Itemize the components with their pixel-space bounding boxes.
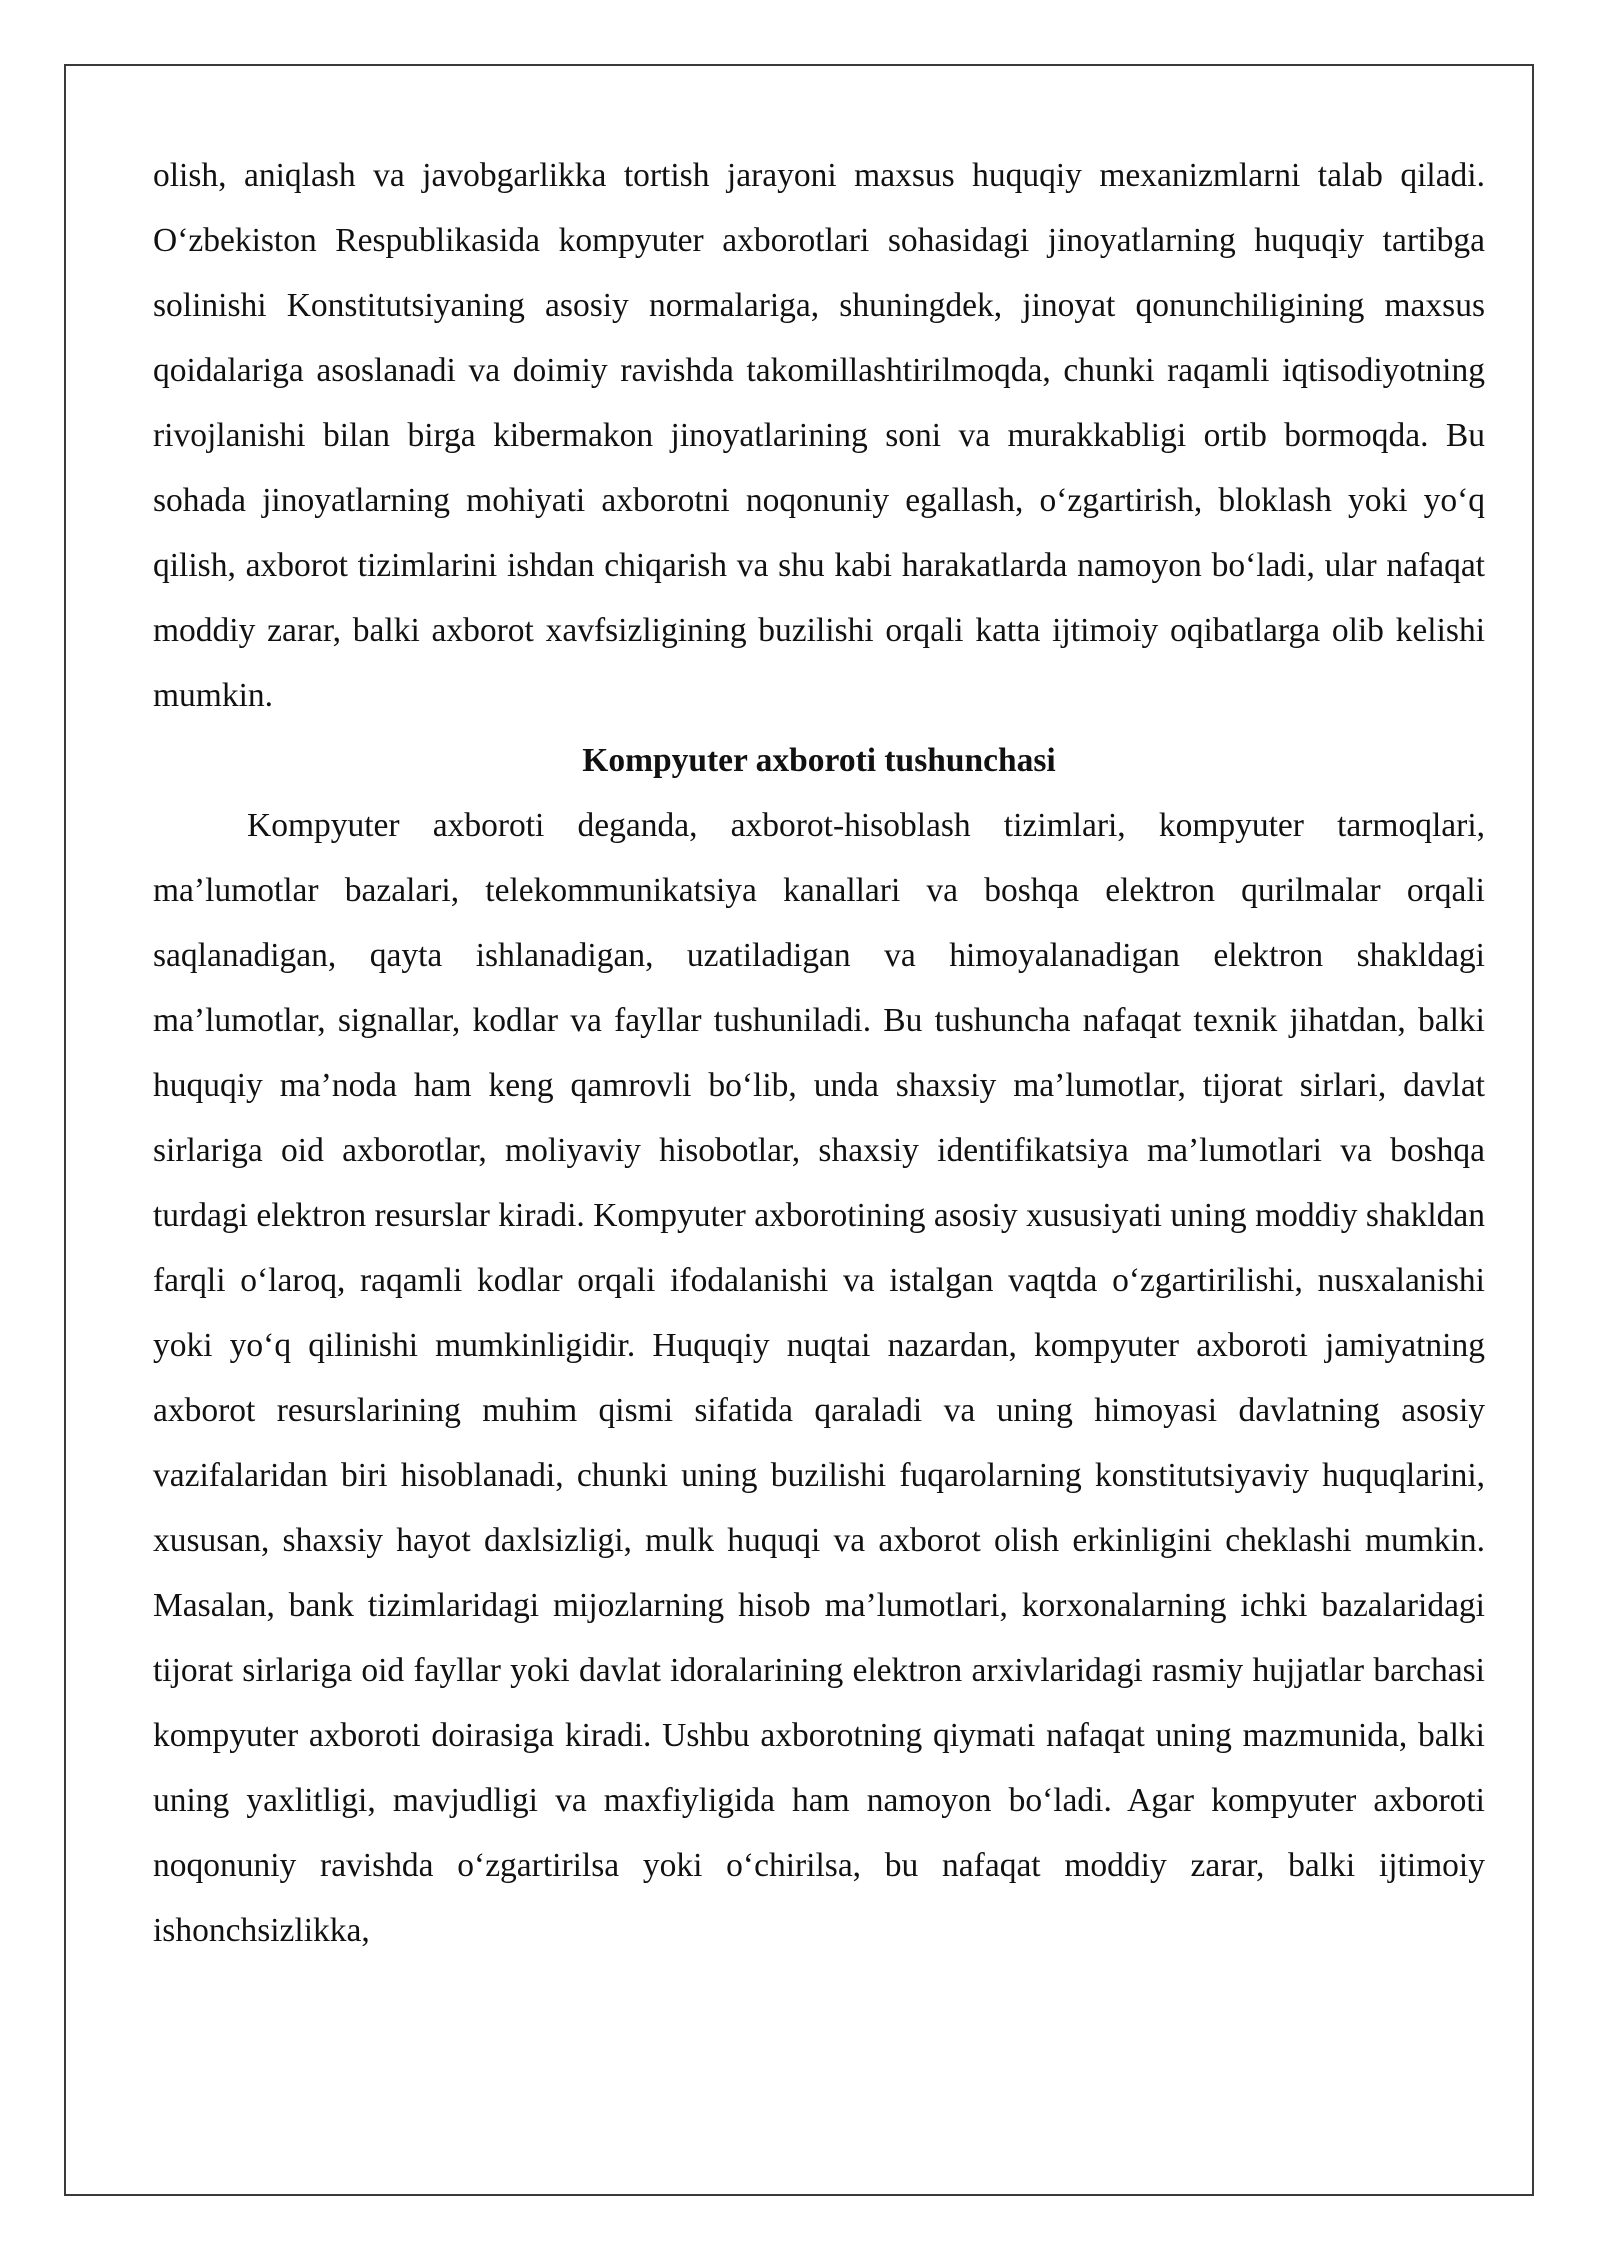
paragraph-intro-continuation: olish, aniqlash va javobgarlikka tortish jarayoni maxsus huquqiy mexanizmlarni talab qiladi. O‘zbekiston Respublikasida kompyuter axborotlari sohasidagi jinoyatlarning huquqiy tartibga solinishi Konstitutsiyaning asosiy normalariga, shuningdek, jinoyat qonunchiligining maxsus qoidalariga asoslanadi va doimiy ravishda takomillashtirilmoqda, chunki raqamli iqtisodiyotning rivojlanishi bilan birga kibermakon jinoyatlarining soni va murakkabligi ortib bormoqda. Bu sohada jinoyatlarning mohiyati axborotni noqonuniy egallash, o‘zgartirish, bloklash yoki yo‘q qilish, axborot tizimlarini ishdan chiqarish va shu kabi harakatlarda namoyon bo‘ladi, ular nafaqat moddiy zarar, balki axborot xavfsizligining buzilishi orqali katta ijtimoiy oqibatlarga olib kelishi mumkin.: [153, 157, 1485, 714]
section-heading: Kompyuter axboroti tushunchasi: [582, 742, 1056, 779]
document-body: [153, 143, 1485, 1963]
paragraph-computer-information: Kompyuter axboroti deganda, axborot-hisoblash tizimlari, kompyuter tarmoqlari, ma’lumotlar bazalari, telekommunikatsiya kanallari va boshqa elektron qurilmalar orqali saqlanadigan, qayta ishlanadigan, uzatiladigan va himoyalanadigan elektron shakldagi ma’lumotlar, signallar, kodlar va fayllar tushuniladi. Bu tushuncha nafaqat texnik jihatdan, balki huquqiy ma’noda ham keng qamrovli bo‘lib, unda shaxsiy ma’lumotlar, tijorat sirlari, davlat sirlariga oid axborotlar, moliyaviy hisobotlar, shaxsiy identifikatsiya ma’lumotlari va boshqa turdagi elektron resurslar kiradi. Kompyuter axborotining asosiy xususiyati uning moddiy shakldan farqli o‘laroq, raqamli kodlar orqali ifodalanishi va istalgan vaqtda o‘zgartirilishi, nusxalanishi yoki yo‘q qilinishi mumkinligidir. Huquqiy nuqtai nazardan, kompyuter axboroti jamiyatning axborot resurslarining muhim qismi sifatida qaraladi va uning himoyasi davlatning asosiy vazifalaridan biri hisoblanadi, chunki uning buzilishi fuqarolarning konstitutsiyaviy huquqlarini, xususan, shaxsiy hayot daxlsizligi, mulk huquqi va axborot olish erkinligini cheklashi mumkin. Masalan, bank tizimlaridagi mijozlarning hisob ma’lumotlari, korxonalarning ichki bazalaridagi tijorat sirlariga oid fayllar yoki davlat idoralarining elektron arxivlaridagi rasmiy hujjatlar barchasi kompyuter axboroti doirasiga kiradi. Ushbu axborotning qiymati nafaqat uning mazmunida, balki uning yaxlitligi, mavjudligi va maxfiyligida ham namoyon bo‘ladi. Agar kompyuter axboroti noqonuniy ravishda o‘zgartirilsa yoki o‘chirilsa, bu nafaqat moddiy zarar, balki ijtimoiy ishonchsizlikka,: [153, 807, 1485, 1949]
